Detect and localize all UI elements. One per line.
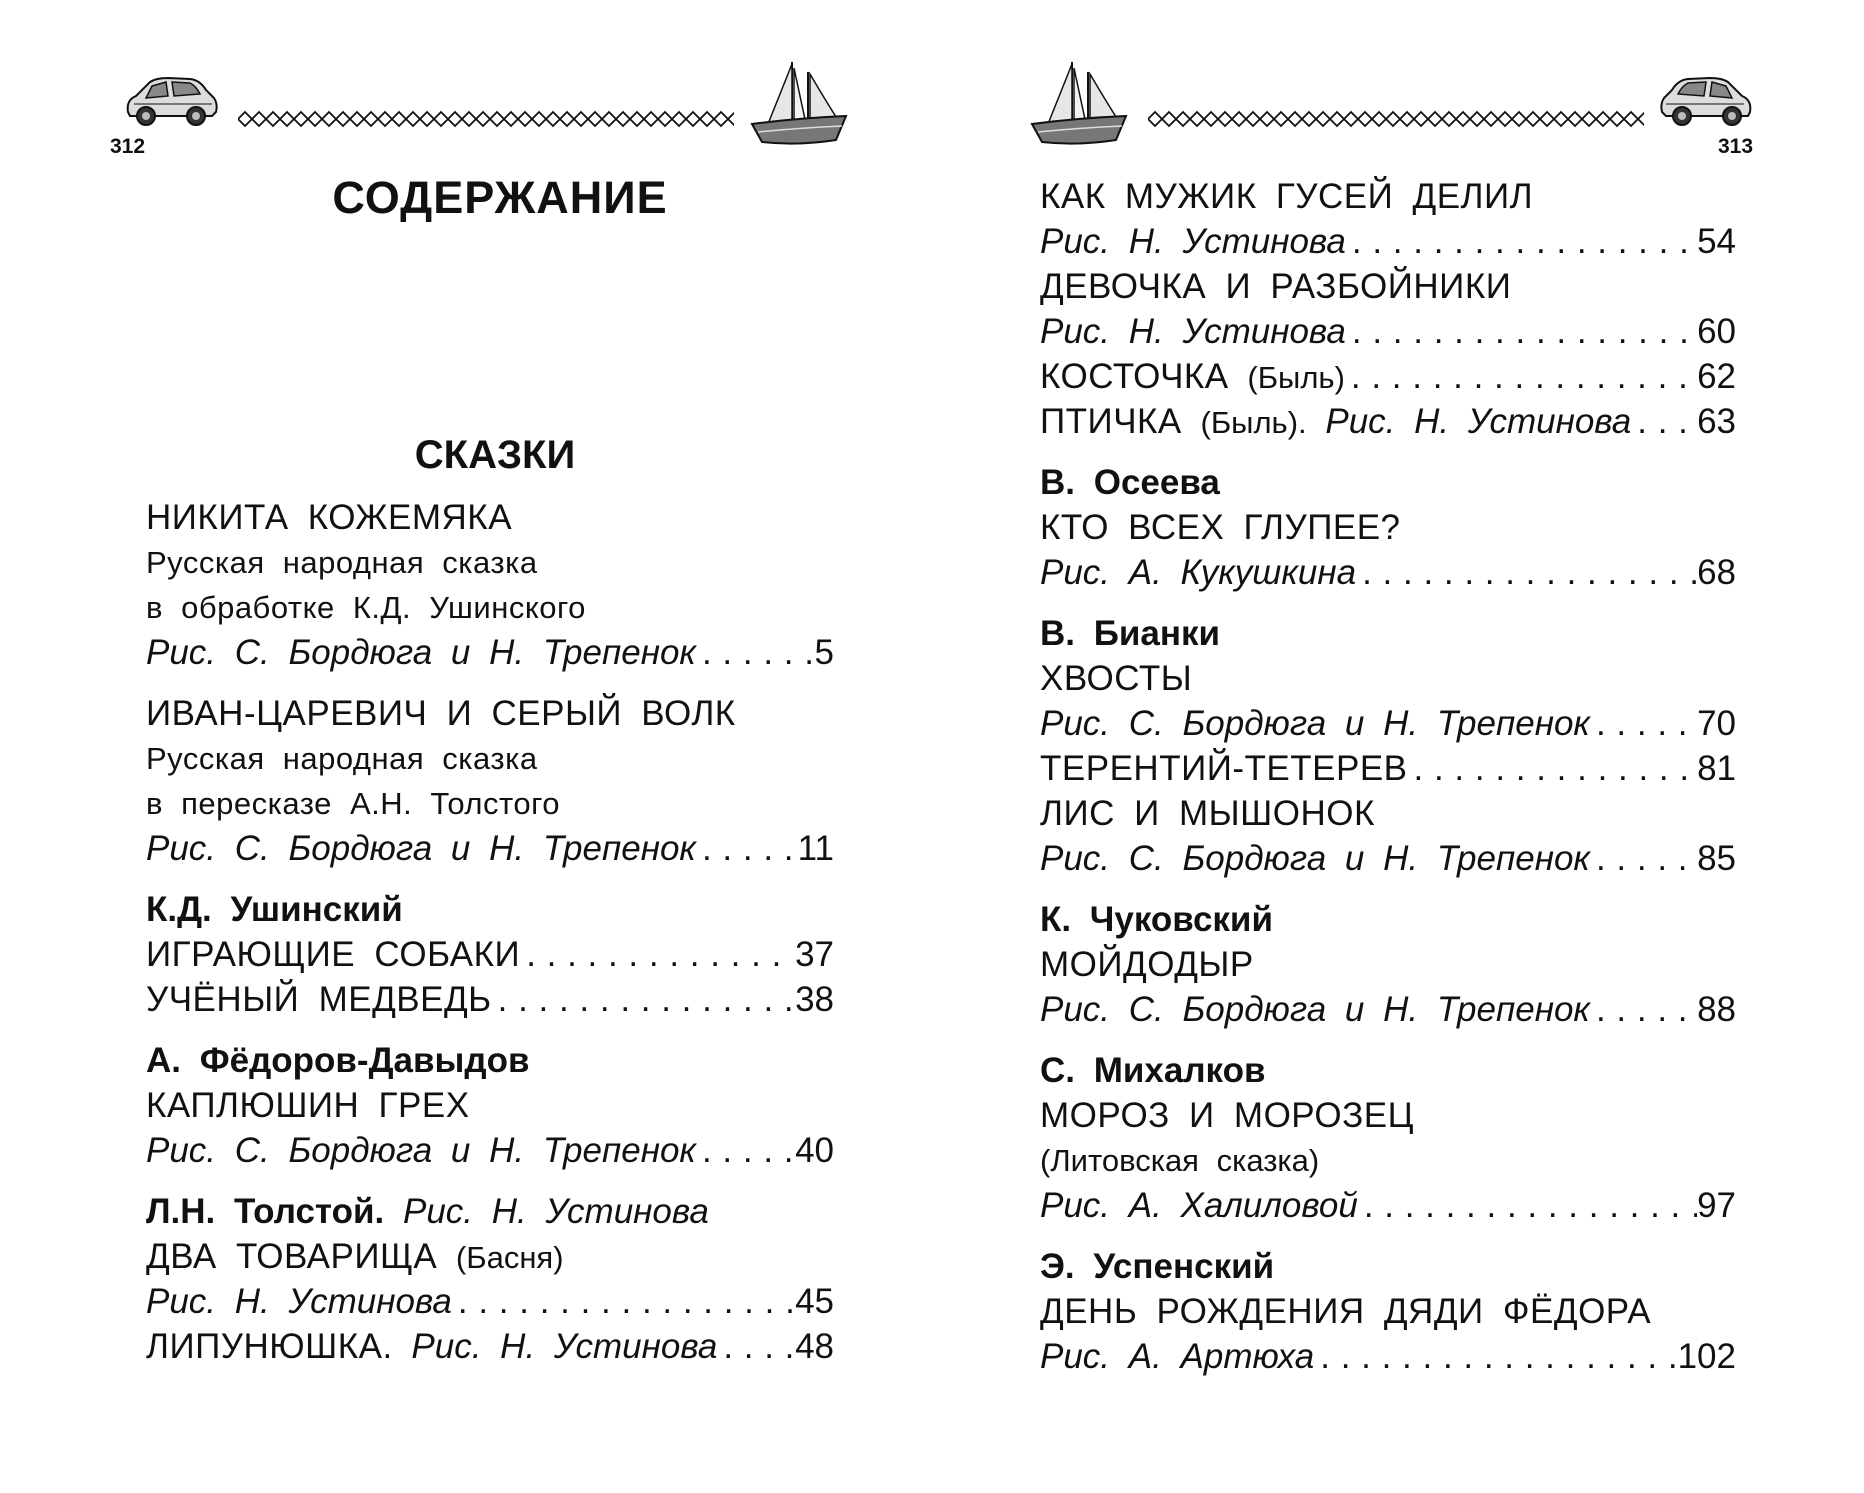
leader-dots xyxy=(1346,219,1697,264)
author-heading: В. Осеева xyxy=(1040,463,1220,502)
page-ref: 68 xyxy=(1697,553,1736,592)
leader-dots xyxy=(1590,701,1697,746)
illustrator: Рис. С. Бордюга и Н. Трепенок xyxy=(1040,704,1590,743)
toc-entry[interactable] xyxy=(146,932,834,977)
author-heading: Э. Успенский xyxy=(1040,1247,1275,1286)
author-line xyxy=(146,1189,834,1234)
leader-dots xyxy=(1590,987,1697,1032)
page-ref: 37 xyxy=(795,935,834,974)
illustrator: Рис. Н. Устинова xyxy=(1325,402,1632,441)
page-ref: 11 xyxy=(797,829,834,868)
illustrator: Рис. Н. Устинова xyxy=(146,1282,452,1321)
toc-title[interactable]: МОРОЗ И МОРОЗЕЦ xyxy=(1040,1096,1414,1135)
page-ref: 54 xyxy=(1697,222,1736,261)
leader-dots xyxy=(1590,836,1697,881)
car-icon xyxy=(1658,74,1758,128)
toc-title[interactable]: ДЕНЬ РОЖДЕНИЯ ДЯДИ ФЁДОРА xyxy=(1040,1292,1652,1331)
author-heading: К. Чуковский xyxy=(1040,900,1273,939)
toc-entry[interactable] xyxy=(146,826,834,871)
author-heading: К.Д. Ушинский xyxy=(146,890,403,929)
toc-entry[interactable] xyxy=(1040,399,1736,444)
page-number: 312 xyxy=(110,135,146,158)
toc-title[interactable]: ДЕВОЧКА И РАЗБОЙНИКИ xyxy=(1040,267,1512,306)
sailboat-icon xyxy=(748,58,848,154)
page-ref: 60 xyxy=(1697,312,1736,351)
leader-dots xyxy=(1345,354,1697,399)
page-ref: 85 xyxy=(1697,839,1736,878)
author-heading: С. Михалков xyxy=(1040,1051,1266,1090)
table-of-contents xyxy=(146,495,834,1369)
author-heading: А. Фёдоров-Давыдов xyxy=(146,1041,530,1080)
toc-entry[interactable] xyxy=(146,1128,834,1173)
toc-title: ДВА ТОВАРИЩА xyxy=(146,1237,438,1276)
genre-note: (Басня) xyxy=(455,1240,564,1275)
toc-subtitle: Русская народная сказка xyxy=(146,741,538,776)
car-icon xyxy=(120,74,220,128)
toc-title[interactable]: МОЙДОДЫР xyxy=(1040,945,1254,984)
ornament-border xyxy=(238,106,734,132)
toc-title[interactable]: КАПЛЮШИН ГРЕХ xyxy=(146,1086,470,1125)
page-ref: 40 xyxy=(795,1131,834,1170)
toc-entry[interactable] xyxy=(1040,987,1736,1032)
toc-subtitle: Русская народная сказка xyxy=(146,545,538,580)
page-title: СОДЕРЖАНИЕ xyxy=(332,172,668,223)
toc-entry[interactable] xyxy=(146,630,834,675)
illustrator: Рис. А. Артюха xyxy=(1040,1337,1315,1376)
page-number: 313 xyxy=(1718,135,1754,158)
right-page xyxy=(932,0,1864,1493)
toc-title-line[interactable] xyxy=(146,1234,834,1279)
leader-dots xyxy=(1346,309,1697,354)
toc-subtitle: в пересказе А.Н. Толстого xyxy=(146,786,560,821)
illustrator: Рис. С. Бордюга и Н. Трепенок xyxy=(1040,990,1590,1029)
section-title: СКАЗКИ xyxy=(414,433,576,477)
toc-title: ЛИПУНЮШКА. xyxy=(146,1327,393,1366)
illustrator: Рис. Н. Устинова xyxy=(1040,312,1346,351)
toc-title[interactable]: КТО ВСЕХ ГЛУПЕЕ? xyxy=(1040,508,1401,547)
toc-title: УЧЁНЫЙ МЕДВЕДЬ xyxy=(146,980,492,1019)
toc-title[interactable]: ХВОСТЫ xyxy=(1040,659,1193,698)
author-heading: Л.Н. Толстой. xyxy=(146,1192,385,1231)
author-heading: В. Бианки xyxy=(1040,614,1221,653)
page-ref: 45 xyxy=(795,1282,834,1321)
illustrator: Рис. Н. Устинова xyxy=(411,1327,718,1366)
toc-entry[interactable] xyxy=(1040,1183,1736,1228)
page-ref: 38 xyxy=(795,980,834,1019)
leader-dots xyxy=(1314,1334,1677,1379)
toc-title[interactable]: ИВАН-ЦАРЕВИЧ И СЕРЫЙ ВОЛК xyxy=(146,694,736,733)
toc-entry[interactable] xyxy=(146,977,834,1022)
toc-title[interactable]: НИКИТА КОЖЕМЯКА xyxy=(146,498,513,537)
page-ref: 88 xyxy=(1697,990,1736,1029)
page-ref: 70 xyxy=(1697,704,1736,743)
toc-title: ПТИЧКА xyxy=(1040,402,1182,441)
toc-entry[interactable] xyxy=(1040,219,1736,264)
page-ref: 102 xyxy=(1677,1337,1736,1376)
toc-title: ТЕРЕНТИЙ-ТЕТЕРЕВ xyxy=(1040,749,1408,788)
ornament-border xyxy=(1148,106,1644,132)
page-ref: 5 xyxy=(814,633,834,672)
sailboat-icon xyxy=(1028,58,1128,154)
page-ref: 63 xyxy=(1697,402,1736,441)
illustrator: Рис. С. Бордюга и Н. Трепенок xyxy=(146,1131,696,1170)
toc-entry[interactable] xyxy=(1040,701,1736,746)
toc-entry[interactable] xyxy=(146,1279,834,1324)
toc-entry[interactable] xyxy=(1040,836,1736,881)
leader-dots xyxy=(696,826,798,871)
illustrator: Рис. А. Халиловой xyxy=(1040,1186,1358,1225)
genre-note: (Быль). xyxy=(1200,405,1307,440)
toc-entry[interactable] xyxy=(1040,550,1736,595)
leader-dots xyxy=(520,932,795,977)
illustrator: Рис. С. Бордюга и Н. Трепенок xyxy=(1040,839,1590,878)
toc-entry[interactable] xyxy=(1040,354,1736,399)
toc-entry[interactable] xyxy=(146,1324,834,1369)
toc-entry[interactable] xyxy=(1040,309,1736,354)
table-of-contents xyxy=(1040,174,1736,1379)
leader-dots xyxy=(717,1324,795,1369)
page-ref: 62 xyxy=(1697,357,1736,396)
toc-title: ИГРАЮЩИЕ СОБАКИ xyxy=(146,935,521,974)
toc-title[interactable]: ЛИС И МЫШОНОК xyxy=(1040,794,1375,833)
illustrator: Рис. Н. Устинова xyxy=(1040,222,1346,261)
leader-dots xyxy=(1408,746,1698,791)
toc-entry[interactable] xyxy=(1040,746,1736,791)
page-ref: 48 xyxy=(795,1327,834,1366)
leader-dots xyxy=(1358,1183,1697,1228)
leader-dots xyxy=(1356,550,1697,595)
illustrator: Рис. Н. Устинова xyxy=(402,1192,709,1231)
page-ref: 81 xyxy=(1697,749,1736,788)
toc-entry[interactable] xyxy=(1040,1334,1736,1379)
illustrator: Рис. С. Бордюга и Н. Трепенок xyxy=(146,829,696,868)
toc-subtitle: в обработке К.Д. Ушинского xyxy=(146,590,586,625)
leader-dots xyxy=(452,1279,795,1324)
illustrator: Рис. С. Бордюга и Н. Трепенок xyxy=(146,633,696,672)
genre-note: (Быль) xyxy=(1247,360,1345,395)
page-ref: 97 xyxy=(1697,1186,1736,1225)
leader-dots xyxy=(1631,399,1697,444)
leader-dots xyxy=(696,630,815,675)
illustrator: Рис. А. Кукушкина xyxy=(1040,553,1357,592)
toc-title[interactable]: КАК МУЖИК ГУСЕЙ ДЕЛИЛ xyxy=(1040,177,1534,216)
leader-dots xyxy=(696,1128,795,1173)
toc-title: КОСТОЧКА xyxy=(1040,357,1229,396)
genre-note: (Литовская сказка) xyxy=(1040,1143,1320,1178)
leader-dots xyxy=(492,977,795,1022)
